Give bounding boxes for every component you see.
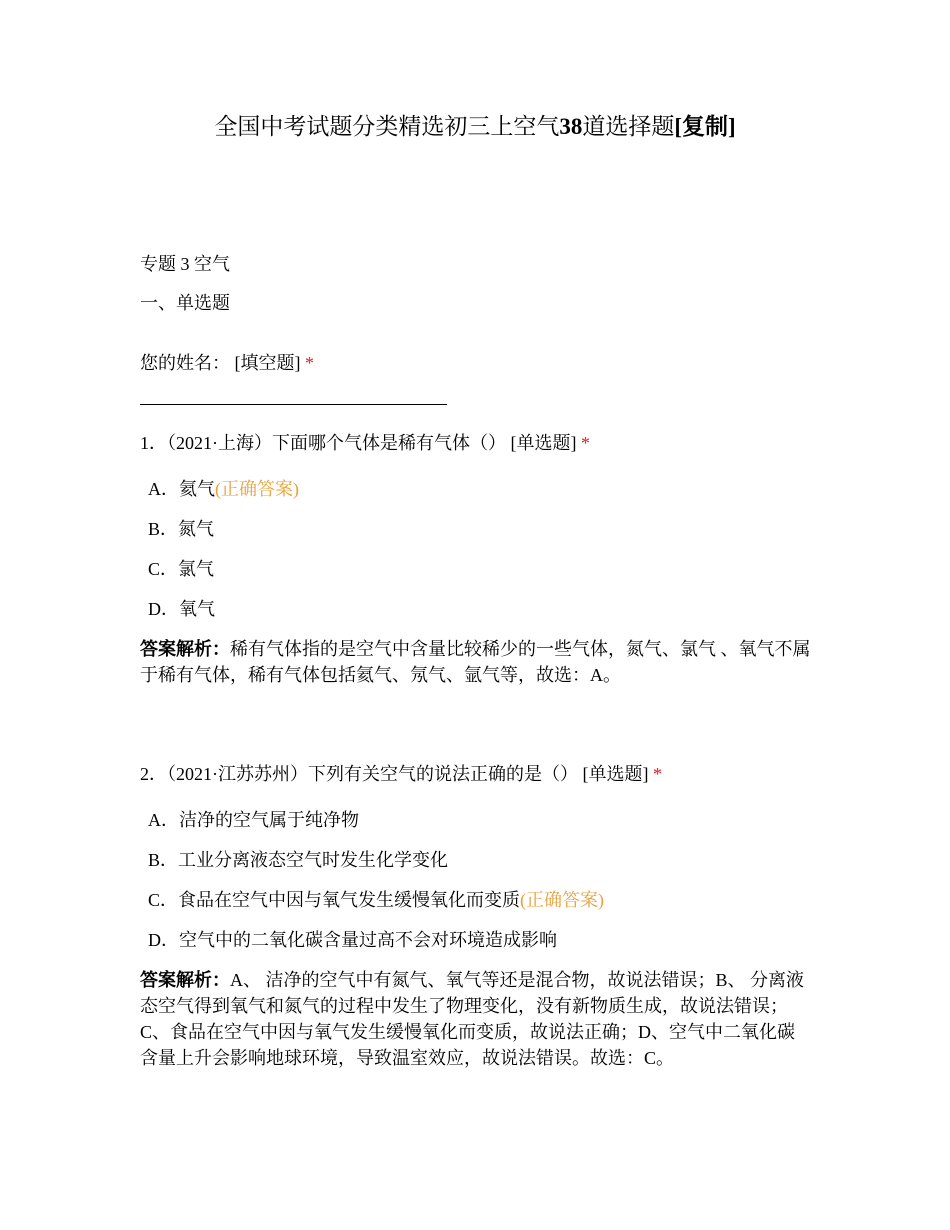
analysis-text: 稀有气体指的是空气中含量比较稀少的一些气体，氮气、氯气 、氧气不属于稀有气体，稀有气体包括氦气、氖气、氩气等，故选：A。 [140, 639, 811, 685]
title-number: 38 [559, 114, 583, 139]
question-text: （2021·江苏苏州）下列有关空气的说法正确的是（） [167, 764, 578, 784]
section-heading: 一、单选题 [140, 293, 230, 313]
title-text: 全国中考试题分类精选初三上空气 [214, 114, 560, 139]
question-type: [单选题] [582, 764, 649, 784]
name-field-label [140, 350, 820, 376]
required-mark: * [581, 433, 590, 453]
q1-option-c[interactable] [148, 556, 828, 582]
option-label: C．氯气 [148, 559, 215, 579]
q2-option-d[interactable] [148, 927, 828, 953]
option-label: A．氦气 [148, 479, 215, 499]
option-label: A．洁净的空气属于纯净物 [148, 810, 359, 830]
question-text: （2021·上海）下面哪个气体是稀有气体（） [167, 433, 506, 453]
q1-option-a[interactable] [148, 476, 828, 502]
option-label: C．食品在空气中因与氧气发生缓慢氧化而变质 [148, 890, 521, 910]
required-mark: * [305, 353, 314, 373]
q2-analysis [140, 967, 812, 1071]
q1-analysis [140, 636, 812, 688]
question-number: 1． [140, 433, 167, 453]
analysis-label: 答案解析： [140, 970, 230, 990]
correct-answer-tag: (正确答案) [215, 479, 299, 499]
title-text-2: 道选择题 [582, 114, 675, 139]
name-label: 您的姓名： [140, 353, 230, 373]
option-label: B．氮气 [148, 519, 215, 539]
q2-option-c[interactable] [148, 887, 828, 913]
analysis-text: A、 洁净的空气中有氮气、氧气等还是混合物，故说法错误；B、 分离液态空气得到氧气和氮气的过程中发生了物理变化，没有新物质生成，故说法错误；C、食品在空气中因与氧气发生缓慢氧化而变质，故说法正确；D、空气中二氧化碳含量上升会影响地球环境，导致温室效应，故说法错误。故选：C。 [140, 970, 805, 1068]
name-type: [填空题] [234, 353, 301, 373]
option-label: D．氧气 [148, 599, 215, 619]
title-bracket: [复制] [674, 114, 736, 139]
option-label: B．工业分离液态空气时发生化学变化 [148, 850, 449, 870]
q1-option-b[interactable] [148, 516, 828, 542]
question-2 [140, 761, 820, 787]
question-type: [单选题] [510, 433, 577, 453]
name-input-line[interactable] [140, 404, 447, 405]
option-label: D．空气中的二氧化碳含量过高不会对环境造成影响 [148, 930, 557, 950]
page-title [0, 111, 950, 143]
question-number: 2． [140, 764, 167, 784]
required-mark: * [653, 764, 662, 784]
topic-heading: 专题 3 空气 [140, 254, 230, 274]
q2-option-b[interactable] [148, 847, 828, 873]
q2-option-a[interactable] [148, 807, 828, 833]
correct-answer-tag: (正确答案) [520, 890, 605, 910]
question-1 [140, 430, 820, 456]
analysis-label: 答案解析： [140, 639, 230, 659]
q1-option-d[interactable] [148, 596, 828, 622]
